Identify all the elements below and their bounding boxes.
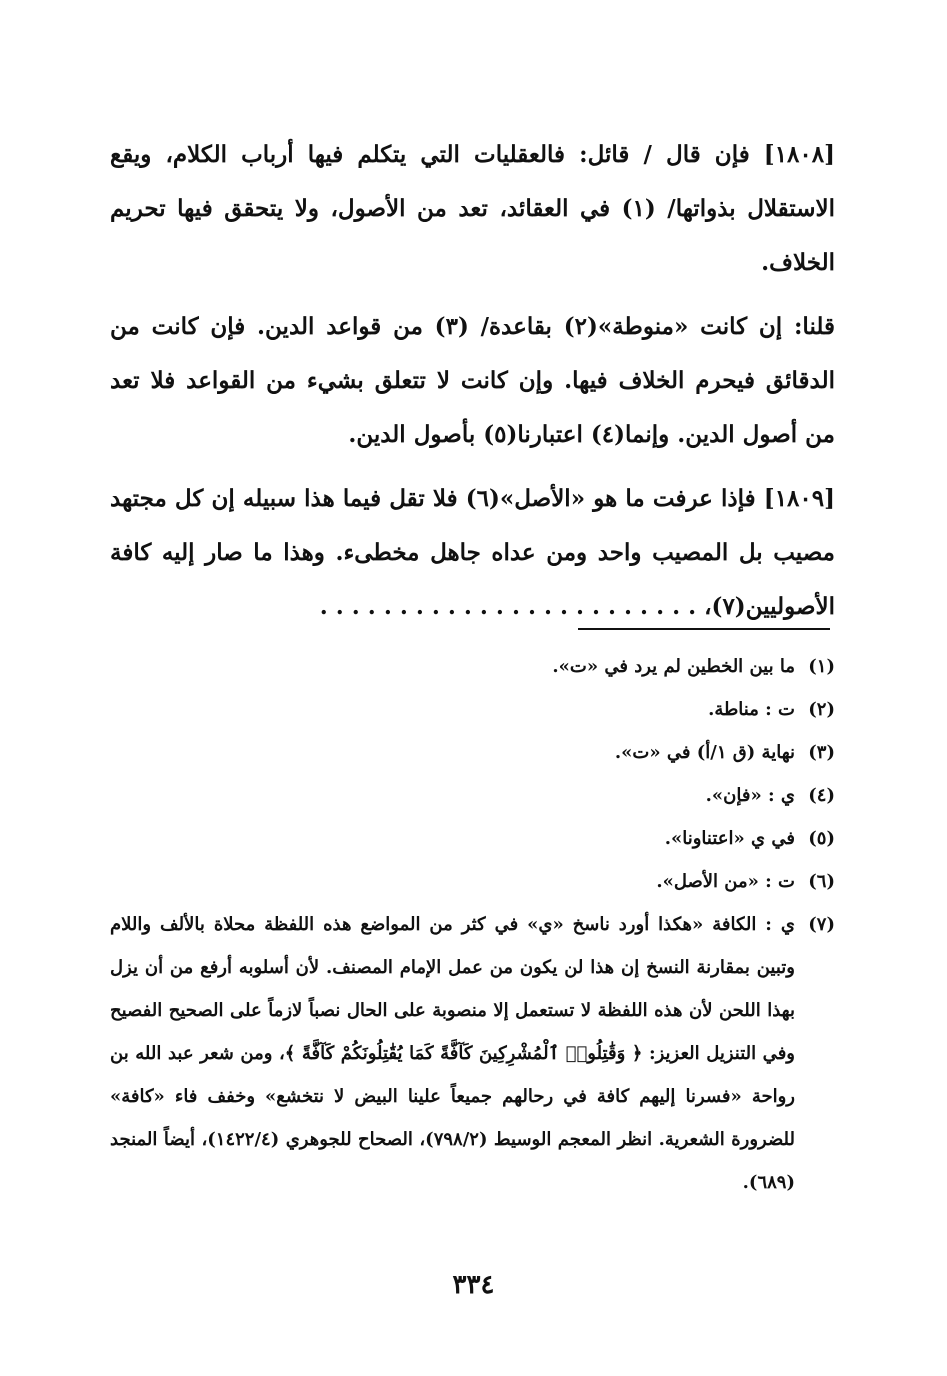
footnote-number: (٢) <box>808 699 835 720</box>
footnote-text: ي : الكافة «هكذا أورد ناسخ «ي» في كثر من المواضع هذه اللفظة محلاة بالألف واللام وتبين بمقارنة النسخ إن هذا لن يكون من عمل الإمام المصنف. لأن أسلوبه أرفع من أن يزل بهذا اللحن لأن هذه اللفظة لا تستعمل إلا منصوبة على الحال نصباً لازماً على الصحيح الفصيح وفي التنزيل العزيز: ﴿ وَقَٰتِلُوا۟ ٱلْمُشْرِكِينَ كَآفَّةً كَمَا يُقَٰتِلُونَكُمْ كَآفَّةً ﴾، ومن شعر عبد الله بن رواحة «فسرنا إليهم كافة في رحالهم جميعاً علينا البيض لا نتخشع» وخفف فاء «كافة» للضرورة الشعرية. انظر المعجم الوسيط (٧٩٨/٢)، الصحاح للجوهري (١٤٢٢/٤)، أيضاً المنجد (٦٨٩). <box>110 914 795 1193</box>
footnote-number: (٦) <box>808 871 835 892</box>
footnote-number: (٥) <box>808 828 835 849</box>
footnote-text: ت : «من الأصل». <box>656 871 795 892</box>
footnote <box>110 903 835 1204</box>
footnote <box>110 688 835 731</box>
footnote-separator <box>578 628 830 630</box>
footnote-number: (٣) <box>808 742 835 763</box>
footnote-text: في ي «اعتناونا». <box>664 828 795 849</box>
paragraph-1809: [١٨٠٩] فإذا عرفت ما هو «الأصل»(٦) فلا تقل فيما هذا سبيله إن كل مجتهد مصيب بل المصيب واحد ومن عداه جاهل مخطىء. وهذا ما صار إليه كافة الأصوليين(٧)، . . . . . . . . . . . . . . . . . . . . . . . . <box>110 485 835 620</box>
main-text <box>110 128 835 644</box>
footnote-number: (٧) <box>808 914 835 935</box>
footnote <box>110 860 835 903</box>
footnote-text: ت : مناطة. <box>708 699 795 720</box>
footnote-text: نهاية (ق ١/أ) في «ت». <box>614 742 795 763</box>
footnote-number: (٤) <box>808 785 835 806</box>
page-number: ٣٣٤ <box>452 1270 495 1300</box>
footnote-number: (١) <box>808 656 835 677</box>
paragraph-reply: قلنا: إن كانت «منوطة»(٢) بقاعدة/ (٣) من قواعد الدين. فإن كانت من الدقائق فيحرم الخلاف فيها. وإن كانت لا تتعلق بشيء من القواعد فلا تعد من أصول الدين. وإنما(٤) اعتبارنا(٥) بأصول الدين. <box>110 313 835 448</box>
footnote-text: ما بين الخطين لم يرد في «ت». <box>552 656 795 677</box>
footnote <box>110 774 835 817</box>
footnote <box>110 645 835 688</box>
footnote <box>110 731 835 774</box>
paragraph-1808: [١٨٠٨] فإن قال / قائل: فالعقليات التي يتكلم فيها أرباب الكلام، ويقع الاستقلال بذواتها/ (١) في العقائد، تعد من الأصول، ولا يتحقق فيها تحريم الخلاف. <box>110 141 835 276</box>
footnotes <box>110 645 835 1204</box>
footnote <box>110 817 835 860</box>
footnote-text: ي : «فإن». <box>705 785 795 806</box>
